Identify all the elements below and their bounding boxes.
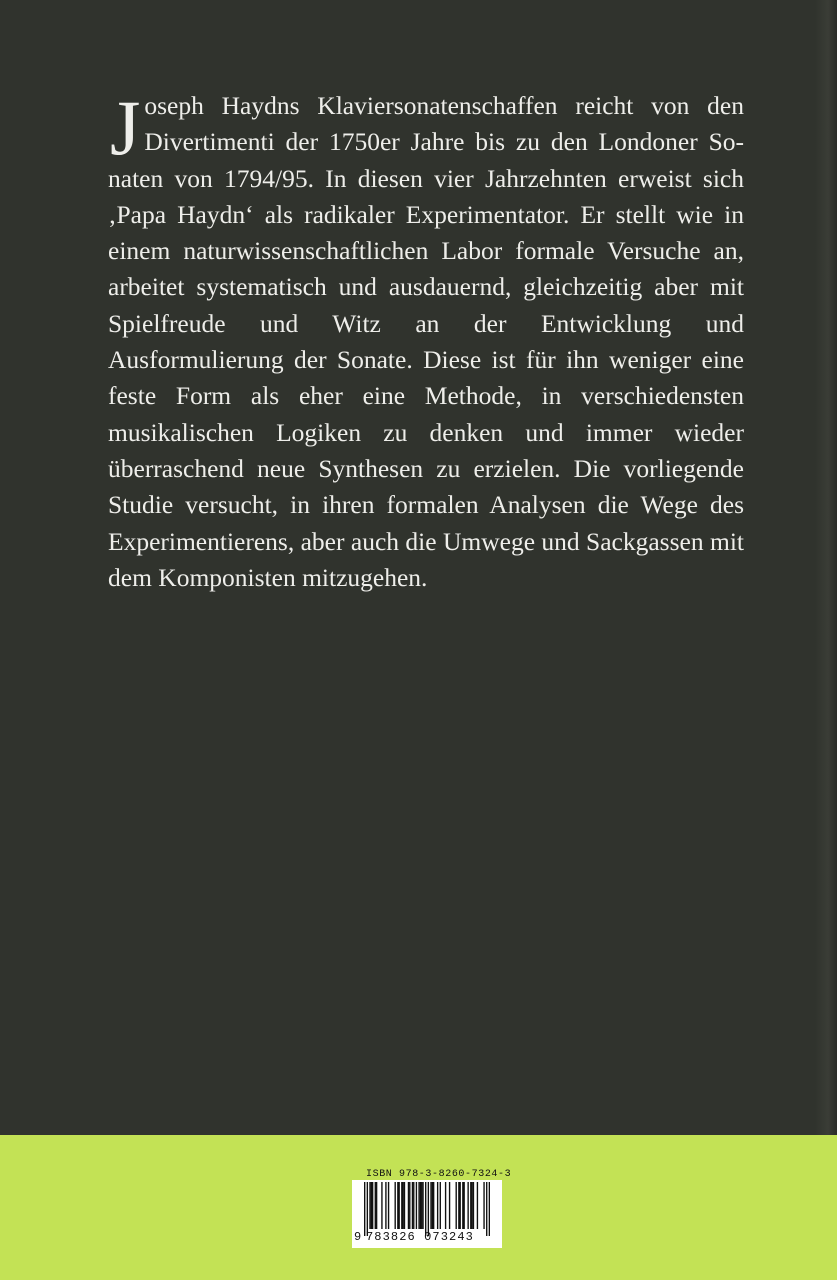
barcode-bar <box>420 1182 421 1229</box>
barcode-bar <box>395 1182 396 1229</box>
barcode-bar <box>401 1182 402 1229</box>
barcode-bar <box>433 1182 434 1229</box>
barcode-bar <box>416 1182 417 1229</box>
barcode-bar <box>430 1182 431 1229</box>
barcode <box>352 1180 502 1248</box>
barcode-bar <box>489 1182 490 1236</box>
barcode-bar <box>421 1182 422 1229</box>
cover-edge-shadow <box>815 0 837 1135</box>
barcode-bar <box>404 1182 405 1229</box>
barcode-bar <box>477 1182 478 1229</box>
barcode-bar <box>375 1182 376 1229</box>
barcode-bar <box>385 1182 386 1229</box>
barcode-bar <box>372 1182 373 1229</box>
barcode-bar <box>408 1182 409 1229</box>
barcode-bar <box>388 1182 389 1229</box>
barcode-bar <box>398 1182 399 1229</box>
barcode-bar <box>458 1182 459 1229</box>
barcode-bar <box>369 1182 370 1229</box>
barcode-bar <box>376 1182 377 1229</box>
barcode-bar <box>463 1182 464 1229</box>
barcode-bars <box>364 1182 490 1236</box>
barcode-bar <box>413 1182 414 1229</box>
barcode-bar <box>483 1182 484 1229</box>
barcode-bar <box>422 1182 423 1229</box>
barcode-bar <box>432 1182 433 1229</box>
barcode-bar <box>381 1182 382 1229</box>
barcode-bar <box>445 1182 446 1229</box>
barcode-bar <box>459 1182 460 1229</box>
ean-digits: 783826 073243 <box>366 1230 474 1244</box>
barcode-bar <box>402 1182 403 1229</box>
barcode-bar <box>467 1182 468 1229</box>
drop-cap: J <box>110 84 141 171</box>
blurb-body: oseph Haydns Klaviersonatenschaffen reicht von den Divertimenti der 1750er Jahre bis zu den Londoner Sonaten von 1794/95. In diesen vier Jahrzehnten erweist sich ‚Papa Haydn‘ als radikaler Experimentator. Er stellt wie in einem naturwissenschaftlichen Labor formale Versuche an, arbeitet systematisch und ausdauernd, gleichzeitig aber mit Spielfreude und Witz an der Entwicklung und Ausformulierung der Sonate. Diese ist für ihn weniger eine feste Form als eher eine Methode, in verschiedensten musikalischen Logiken zu denken und immer wieder überraschend neue Synthesen zu erzielen. Die vorliegende Studie versucht, in ihren formalen Analysen die Wege des Experimentierens, aber auch die Umwege und Sackgassen mit dem Komponisten mitzugehen. <box>108 91 744 592</box>
barcode-bar <box>449 1182 450 1229</box>
barcode-bar <box>440 1182 441 1229</box>
barcode-bar <box>397 1182 398 1229</box>
barcode-bar <box>470 1182 471 1229</box>
barcode-bar <box>473 1182 474 1229</box>
barcode-bar <box>428 1182 429 1236</box>
barcode-bar <box>418 1182 419 1229</box>
barcode-bar <box>437 1182 438 1229</box>
barcode-bar <box>486 1182 487 1236</box>
isbn-label: ISBN 978-3-8260-7324-3 <box>366 1169 512 1180</box>
blurb-text <box>108 84 744 596</box>
barcode-bar <box>425 1182 426 1236</box>
barcode-bar <box>412 1182 413 1229</box>
barcode-bar <box>471 1182 472 1229</box>
barcode-bar <box>462 1182 463 1229</box>
barcode-bar <box>409 1182 410 1229</box>
barcode-bar <box>371 1182 372 1229</box>
barcode-bar <box>364 1182 365 1236</box>
ean-lead-digit: 9 <box>354 1230 362 1244</box>
barcode-bar <box>367 1182 368 1236</box>
barcode-bar <box>456 1182 457 1229</box>
